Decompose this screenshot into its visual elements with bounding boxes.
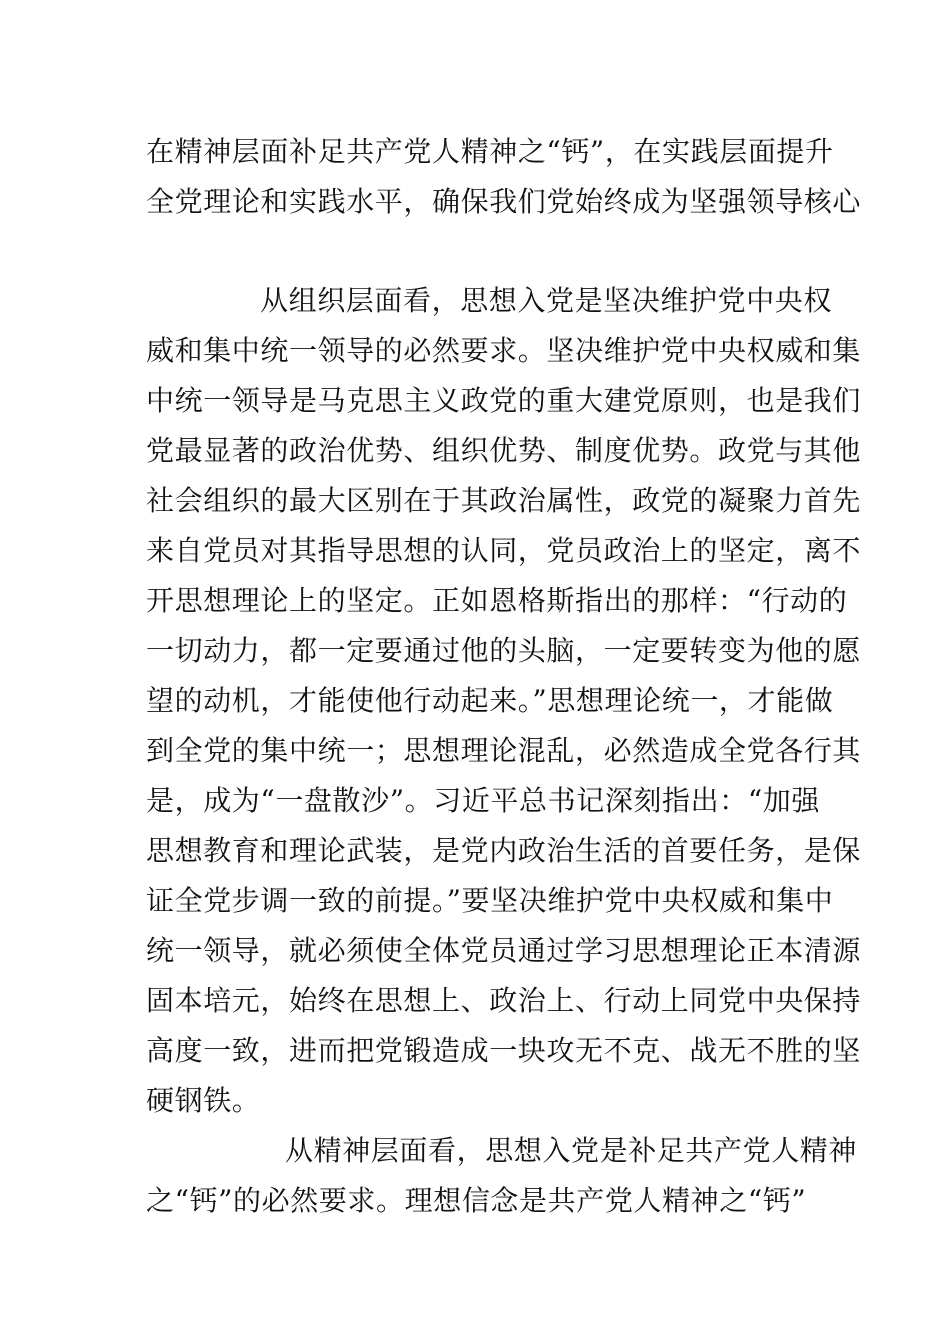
text-line: 统一领导，就必须使全体党员通过学习思想理论正本清源	[146, 934, 862, 967]
text-line: 全党理论和实践水平，确保我们党始终成为坚强领导核心	[146, 185, 862, 218]
text-line: 硬钢铁。	[146, 1084, 261, 1117]
text-line: 证全党步调一致的前提。”要坚决维护党中央权威和集中	[146, 884, 834, 917]
text-line: 固本培元，始终在思想上、政治上、行动上同党中央保持	[146, 984, 862, 1017]
paragraph-first-line: 从组织层面看，思想入党是坚决维护党中央权	[260, 284, 833, 317]
text-line: 思想教育和理论武装，是党内政治生活的首要任务，是保	[146, 834, 862, 867]
text-line: 之“钙”的必然要求。理想信念是共产党人精神之“钙”	[146, 1184, 807, 1217]
paragraph-first-line: 从精神层面看，思想入党是补足共产党人精神	[285, 1134, 858, 1167]
text-line: 高度一致，进而把党锻造成一块攻无不克、战无不胜的坚	[146, 1034, 862, 1067]
text-line: 党最显著的政治优势、组织优势、制度优势。政党与其他	[146, 434, 862, 467]
text-line: 威和集中统一领导的必然要求。坚决维护党中央权威和集	[146, 334, 862, 367]
text-line: 到全党的集中统一；思想理论混乱，必然造成全党各行其	[146, 734, 862, 767]
text-line: 来自党员对其指导思想的认同，党员政治上的坚定，离不	[146, 534, 862, 567]
text-line: 开思想理论上的坚定。正如恩格斯指出的那样：“行动的	[146, 584, 848, 617]
text-line: 社会组织的最大区别在于其政治属性，政党的凝聚力首先	[146, 484, 862, 517]
text-line: 一切动力，都一定要通过他的头脑，一定要转变为他的愿	[146, 634, 862, 667]
text-line: 望的动机，才能使他行动起来。”思想理论统一，才能做	[146, 684, 834, 717]
text-line: 在精神层面补足共产党人精神之“钙”，在实践层面提升	[146, 135, 834, 168]
text-line: 是，成为“一盘散沙”。习近平总书记深刻指出：“加强	[146, 784, 820, 817]
text-line: 中统一领导是马克思主义政党的重大建党原则，也是我们	[146, 384, 862, 417]
